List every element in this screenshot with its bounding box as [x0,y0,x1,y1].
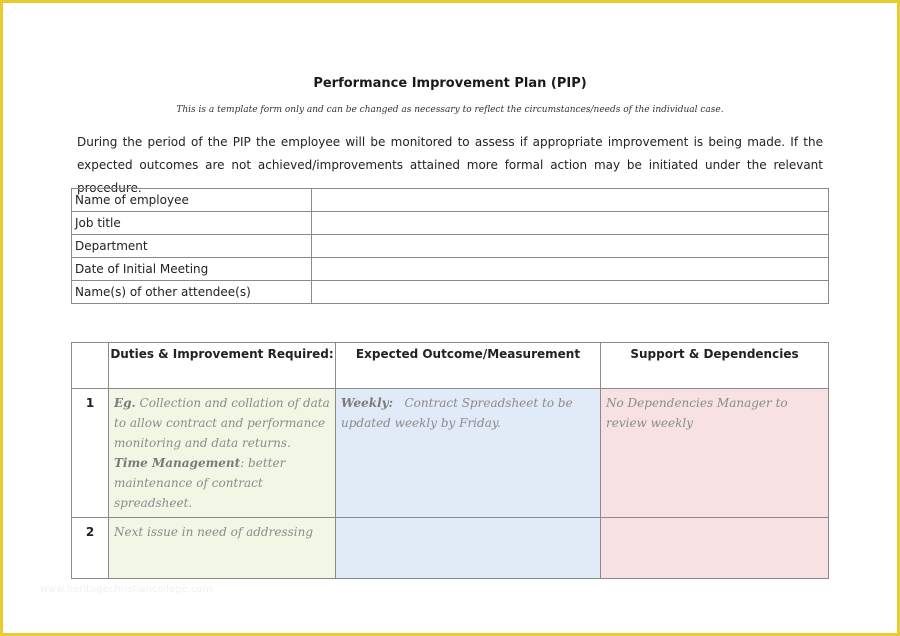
outcome-label: Weekly: [341,396,394,410]
intro-paragraph: During the period of the PIP the employee will be monitored to assess if appropriate improvement is being made. If the expected outcomes are not achieved/improvements attained more formal action may be initiated under the relevant procedure. [77,135,823,195]
duties-sub-text: : better maintenance of contract spreadsheet. [114,456,286,510]
example-prefix: Eg. [114,396,136,410]
outcome-text: Contract Spreadsheet to be updated weekly by Friday. [341,396,573,430]
table-row [72,518,829,579]
meeting-date-label: Date of Initial Meeting [72,258,312,281]
outcome-cell[interactable] [336,389,601,518]
table-row [72,235,829,258]
duties-text: Next issue in need of addressing [114,525,314,539]
table-row [72,281,829,304]
duties-text: Collection and collation of data to allow contract and performance monitoring and data returns. [114,396,330,450]
duties-cell[interactable] [109,518,336,579]
support-cell[interactable] [601,389,829,518]
document-title: Performance Improvement Plan (PIP) [313,76,587,91]
improvement-plan-table [71,342,829,579]
department-field[interactable] [312,235,829,258]
duties-sub-label: Time Management [114,456,241,470]
row-number: 2 [72,518,109,579]
attendees-label: Name(s) of other attendee(s) [72,281,312,304]
support-column-header: Support & Dependencies [601,343,829,389]
outcome-column-header: Expected Outcome/Measurement [336,343,601,389]
duties-cell[interactable] [109,389,336,518]
job-title-label: Job title [72,212,312,235]
support-cell[interactable] [601,518,829,579]
number-column-header [72,343,109,389]
table-row [72,389,829,518]
meeting-date-field[interactable] [312,258,829,281]
attendees-field[interactable] [312,281,829,304]
employee-name-field[interactable] [312,189,829,212]
support-text: No Dependencies Manager to review weekly [606,396,788,430]
job-title-field[interactable] [312,212,829,235]
employee-info-table [71,188,829,304]
department-label: Department [72,235,312,258]
duties-column-header: Duties & Improvement Required: [109,343,336,389]
table-row [72,258,829,281]
table-header-row [72,343,829,389]
document-subtitle: This is a template form only and can be changed as necessary to reflect the circumstances/needs of the individual case. [176,105,724,115]
outcome-cell[interactable] [336,518,601,579]
employee-name-label: Name of employee [72,189,312,212]
table-row [72,212,829,235]
table-row [72,189,829,212]
row-number: 1 [72,389,109,518]
watermark-text: www.heritagechristiancollege.com [40,584,213,595]
